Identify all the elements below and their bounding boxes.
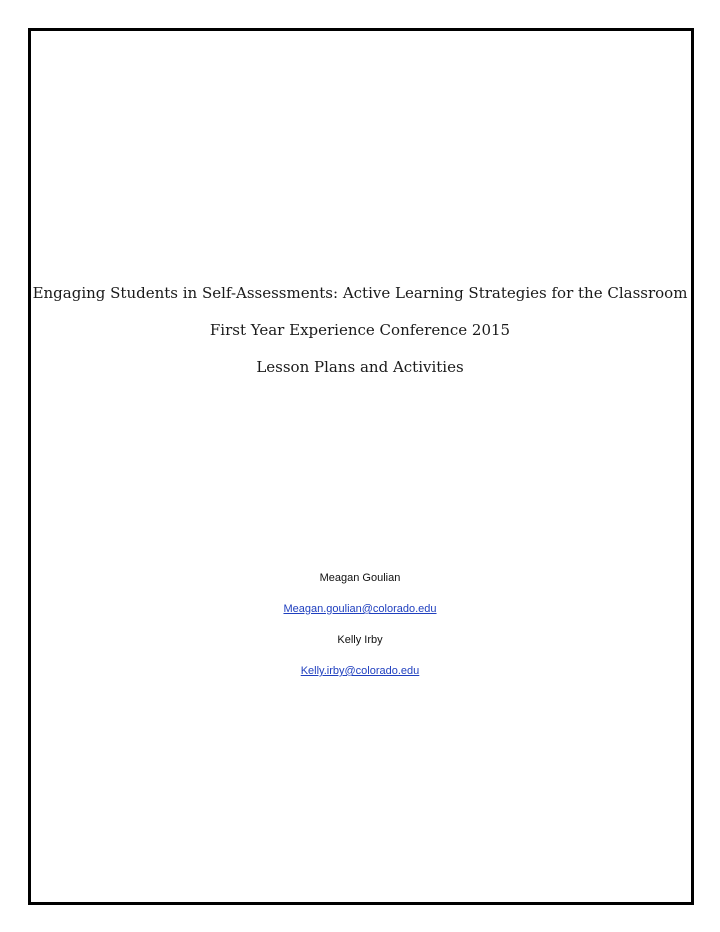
author-name: Meagan Goulian <box>319 572 401 584</box>
page-border <box>28 28 694 905</box>
author-email-link[interactable]: Meagan.goulian@colorado.edu <box>283 603 437 615</box>
conference-name: First Year Experience Conference 2015 <box>209 321 511 339</box>
author-name: Kelly Irby <box>337 634 383 646</box>
document-subtitle: Lesson Plans and Activities <box>256 358 464 376</box>
author-contacts <box>0 570 720 694</box>
document-title: Engaging Students in Self-Assessments: Active Learning Strategies for the Classroom <box>32 284 688 302</box>
title-block <box>0 283 720 394</box>
author-email-link[interactable]: Kelly.irby@colorado.edu <box>300 665 420 677</box>
